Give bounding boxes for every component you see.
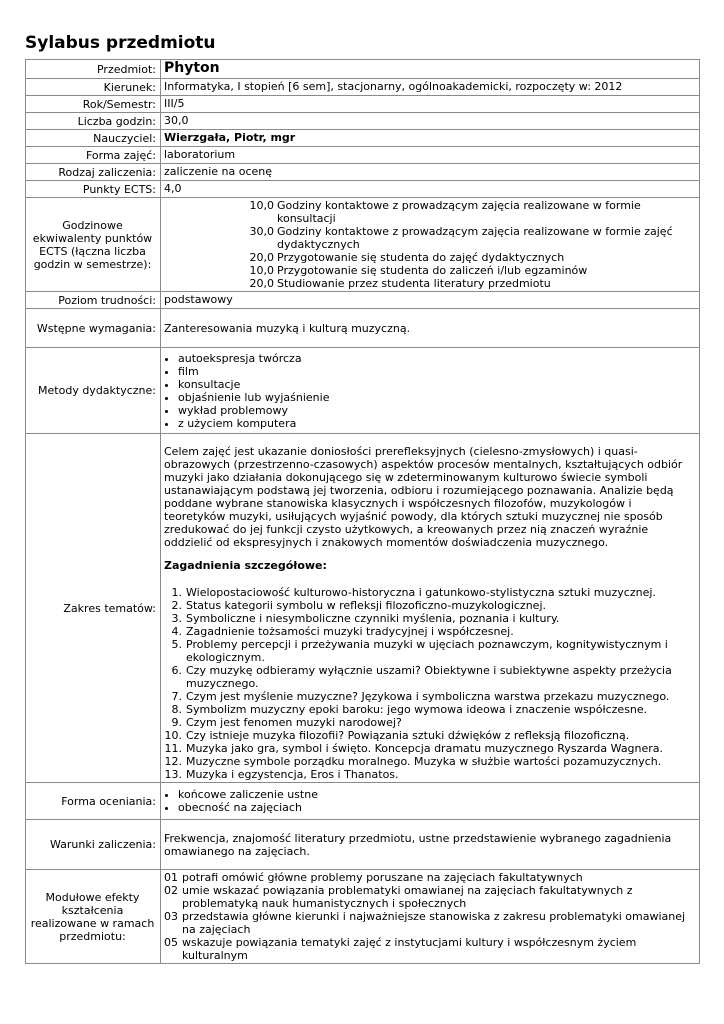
value-ekwiwalenty bbox=[161, 198, 700, 292]
outcome-code: 03 bbox=[164, 910, 178, 923]
list-item bbox=[164, 612, 696, 625]
list-item: • objaśnienie lub wyjaśnienie bbox=[178, 391, 696, 404]
ects-hours-value: 20,0 bbox=[249, 277, 274, 290]
topic-text: Czym jest myślenie muzyczne? Językowa i symboliczna warstwa przekazu muzycznego. bbox=[186, 690, 670, 703]
row-rodzaj bbox=[26, 164, 700, 181]
value-ects: 4,0 bbox=[161, 181, 700, 198]
topic-number: 7. bbox=[171, 690, 182, 703]
topic-number: 13. bbox=[164, 768, 182, 781]
value-forma: laboratorium bbox=[161, 147, 700, 164]
outcome-code: 05 bbox=[164, 936, 178, 949]
row-warunki bbox=[26, 820, 700, 870]
row-oceniania bbox=[26, 783, 700, 820]
list-item bbox=[164, 742, 696, 755]
value-kierunek: Informatyka, I stopień [6 sem], stacjonarny, ogólnoakademicki, rozpoczęty w: 2012 bbox=[161, 79, 700, 96]
outcome-code: 01 bbox=[164, 871, 178, 884]
topics-subheading: Zagadnienia szczegółowe: bbox=[164, 559, 327, 572]
topic-number: 8. bbox=[171, 703, 182, 716]
label-ekwiwalenty: Godzinowe ekwiwalenty punktów ECTS (łączna liczba godzin w semestrze): bbox=[26, 198, 161, 292]
row-wymagania bbox=[26, 309, 700, 348]
ects-hours-text: Przygotowanie się studenta do zaliczeń i/lub egzaminów bbox=[277, 264, 588, 277]
row-forma bbox=[26, 147, 700, 164]
topic-text: Muzyka i egzystencja, Eros i Thanatos. bbox=[186, 768, 399, 781]
list-item bbox=[164, 729, 696, 742]
label-forma: Forma zajęć: bbox=[26, 147, 161, 164]
label-nauczyciel: Nauczyciel: bbox=[26, 130, 161, 147]
list-item bbox=[164, 664, 696, 690]
ects-hours-value: 20,0 bbox=[249, 251, 274, 264]
topic-number: 6. bbox=[171, 664, 182, 677]
syllabus-table bbox=[25, 59, 700, 964]
row-zakres bbox=[26, 434, 700, 783]
value-wymagania: Zanteresowania muzyką i kulturą muzyczną. bbox=[161, 309, 700, 348]
list-item bbox=[164, 638, 696, 664]
list-item bbox=[164, 716, 696, 729]
topic-number: 10. bbox=[164, 729, 182, 742]
value-zakres bbox=[161, 434, 700, 783]
label-godziny: Liczba godzin: bbox=[26, 113, 161, 130]
topics-intro: Celem zajęć jest ukazanie doniosłości prerefleksyjnych (cielesno-zmysłowych) i quasi-obrazowych (przestrzenno-czasowych) aspektów procesów mentalnych, kształtujących odbiór muzyki jako działania dokonującego się w zdeterminowanym kulturowo świecie symboli ustanawiającym podstawą jej tworzenia, odbioru i rozumiejącego poznawania. Analizie będą poddane wybrane stanowiska klasycznych i współczesnych filozofów, muzykologów i teoretyków muzyki, usiłujących wyjaśnić powody, dla których sztuki muzycznej nie sposób zredukować do jej funkcji czysto użytkowych, a kreowanych przez nią znaczeń wyraźnie oddzielić od ekspresyjnych i znakowych momentów doświadczenia muzycznego. bbox=[164, 445, 683, 549]
ects-hours-item bbox=[164, 251, 696, 264]
outcome-text: przedstawia główne kierunki i najważniejsze stanowiska z zakresu problematyki omawianej na zajęciach bbox=[182, 910, 686, 936]
value-oceniania bbox=[161, 783, 700, 820]
topic-number: 9. bbox=[171, 716, 182, 729]
outcome-text: umie wskazać powiązania problematyki omawianej na zajęciach fakultatywnych z problematyką nauk humanistycznych i społecznych bbox=[182, 884, 633, 910]
ects-hours-value: 30,0 bbox=[249, 225, 274, 238]
ects-hours-item bbox=[164, 225, 696, 251]
list-item bbox=[164, 768, 696, 781]
label-ects: Punkty ECTS: bbox=[26, 181, 161, 198]
value-warunki: Frekwencja, znajomość literatury przedmiotu, ustne przedstawienie wybranego zagadnienia omawianego na zajęciach. bbox=[161, 820, 700, 870]
list-item: • film bbox=[178, 365, 696, 378]
list-item: • z użyciem komputera bbox=[178, 417, 696, 430]
row-rok bbox=[26, 96, 700, 113]
outcomes-list bbox=[164, 871, 696, 962]
list-item: • wykład problemowy bbox=[178, 404, 696, 417]
ects-hours-item bbox=[164, 264, 696, 277]
topic-number: 4. bbox=[171, 625, 182, 638]
label-wymagania: Wstępne wymagania: bbox=[26, 309, 161, 348]
label-rodzaj: Rodzaj zaliczenia: bbox=[26, 164, 161, 181]
topic-number: 2. bbox=[171, 599, 182, 612]
label-rok: Rok/Semestr: bbox=[26, 96, 161, 113]
label-warunki: Warunki zaliczenia: bbox=[26, 820, 161, 870]
ects-hours-value: 10,0 bbox=[249, 199, 274, 212]
list-item bbox=[164, 625, 696, 638]
ects-hours-item bbox=[164, 277, 696, 290]
label-zakres: Zakres tematów: bbox=[26, 434, 161, 783]
value-rok: III/5 bbox=[161, 96, 700, 113]
row-ekwiwalenty bbox=[26, 198, 700, 292]
label-metody: Metody dydaktyczne: bbox=[26, 348, 161, 434]
value-nauczyciel: Wierzgała, Piotr, mgr bbox=[161, 130, 700, 147]
ects-hours-value: 10,0 bbox=[249, 264, 274, 277]
topic-text: Symboliczne i niesymboliczne czynniki myślenia, poznania i kultury. bbox=[186, 612, 560, 625]
topic-number: 11. bbox=[164, 742, 182, 755]
list-item: • końcowe zaliczenie ustne bbox=[178, 788, 696, 801]
row-ects bbox=[26, 181, 700, 198]
label-kierunek: Kierunek: bbox=[26, 79, 161, 96]
topic-text: Czy muzykę odbieramy wyłącznie uszami? Obiektywne i subiektywne aspekty przeżycia muzycznego. bbox=[186, 664, 672, 690]
outcome-code: 02 bbox=[164, 884, 178, 897]
row-przedmiot bbox=[26, 60, 700, 79]
page-title: Sylabus przedmiotu bbox=[25, 33, 216, 53]
topic-text: Muzyczne symbole porządku moralnego. Muzyka w służbie wartości pozamuzycznych. bbox=[186, 755, 662, 768]
value-poziom: podstawowy bbox=[161, 292, 700, 309]
row-metody bbox=[26, 348, 700, 434]
list-item bbox=[164, 871, 696, 884]
label-poziom: Poziom trudności: bbox=[26, 292, 161, 309]
outcome-text: potrafi omówić główne problemy poruszane na zajęciach fakultatywnych bbox=[182, 871, 583, 884]
list-item bbox=[164, 936, 696, 962]
topic-text: Symbolizm muzyczny epoki baroku: jego wymowa ideowa i znaczenie współczesne. bbox=[186, 703, 648, 716]
label-przedmiot: Przedmiot: bbox=[26, 60, 161, 79]
row-kierunek bbox=[26, 79, 700, 96]
topic-text: Wielopostaciowość kulturowo-historyczna i gatunkowo-stylistyczna sztuki muzycznej. bbox=[186, 586, 656, 599]
ects-hours-text: Studiowanie przez studenta literatury przedmiotu bbox=[277, 277, 551, 290]
topic-text: Status kategorii symbolu w refleksji filozoficzno-muzykologicznej. bbox=[186, 599, 546, 612]
ects-hours-text: Przygotowanie się studenta do zajęć dydaktycznych bbox=[277, 251, 565, 264]
topic-text: Czy istnieje muzyka filozofii? Powiązania sztuki dźwięków z refleksją filozoficzną. bbox=[186, 729, 630, 742]
value-rodzaj: zaliczenie na ocenę bbox=[161, 164, 700, 181]
list-item bbox=[164, 910, 696, 936]
row-efekty bbox=[26, 870, 700, 964]
methods-list bbox=[164, 352, 696, 430]
ects-hours-text: Godziny kontaktowe z prowadzącym zajęcia realizowane w formie konsultacji bbox=[277, 199, 641, 225]
list-item: • konsultacje bbox=[178, 378, 696, 391]
value-efekty bbox=[161, 870, 700, 964]
assessment-list bbox=[164, 788, 696, 814]
topic-text: Czym jest fenomen muzyki narodowej? bbox=[186, 716, 402, 729]
list-item: • autoekspresja twórcza bbox=[178, 352, 696, 365]
topic-number: 3. bbox=[171, 612, 182, 625]
list-item bbox=[164, 703, 696, 716]
list-item bbox=[164, 690, 696, 703]
ects-hours-list bbox=[164, 199, 696, 290]
label-efekty: Modułowe efekty kształcenia realizowane w ramach przedmiotu: bbox=[26, 870, 161, 964]
topic-number: 5. bbox=[171, 638, 182, 651]
topic-text: Zagadnienie tożsamości muzyki tradycyjnej i współczesnej. bbox=[186, 625, 514, 638]
topic-number: 1. bbox=[171, 586, 182, 599]
value-przedmiot: Phyton bbox=[161, 60, 700, 79]
value-godziny: 30,0 bbox=[161, 113, 700, 130]
ects-hours-text: Godziny kontaktowe z prowadzącym zajęcia realizowane w formie zajęć dydaktycznych bbox=[277, 225, 673, 251]
value-metody bbox=[161, 348, 700, 434]
topic-text: Problemy percepcji i przeżywania muzyki w ujęciach poznawczym, kognitywistycznym i ekologicznym. bbox=[186, 638, 668, 664]
row-godziny bbox=[26, 113, 700, 130]
list-item bbox=[164, 586, 696, 599]
ects-hours-item bbox=[164, 199, 696, 225]
label-oceniania: Forma oceniania: bbox=[26, 783, 161, 820]
list-item bbox=[164, 755, 696, 768]
topic-number: 12. bbox=[164, 755, 182, 768]
row-poziom bbox=[26, 292, 700, 309]
row-nauczyciel bbox=[26, 130, 700, 147]
list-item bbox=[164, 599, 696, 612]
outcome-text: wskazuje powiązania tematyki zajęć z instytucjami kultury i współczesnym życiem kulturalnym bbox=[182, 936, 637, 962]
list-item bbox=[164, 884, 696, 910]
list-item: • obecność na zajęciach bbox=[178, 801, 696, 814]
topic-text: Muzyka jako gra, symbol i święto. Koncepcja dramatu muzycznego Ryszarda Wagnera. bbox=[186, 742, 664, 755]
topics-list bbox=[164, 586, 696, 781]
